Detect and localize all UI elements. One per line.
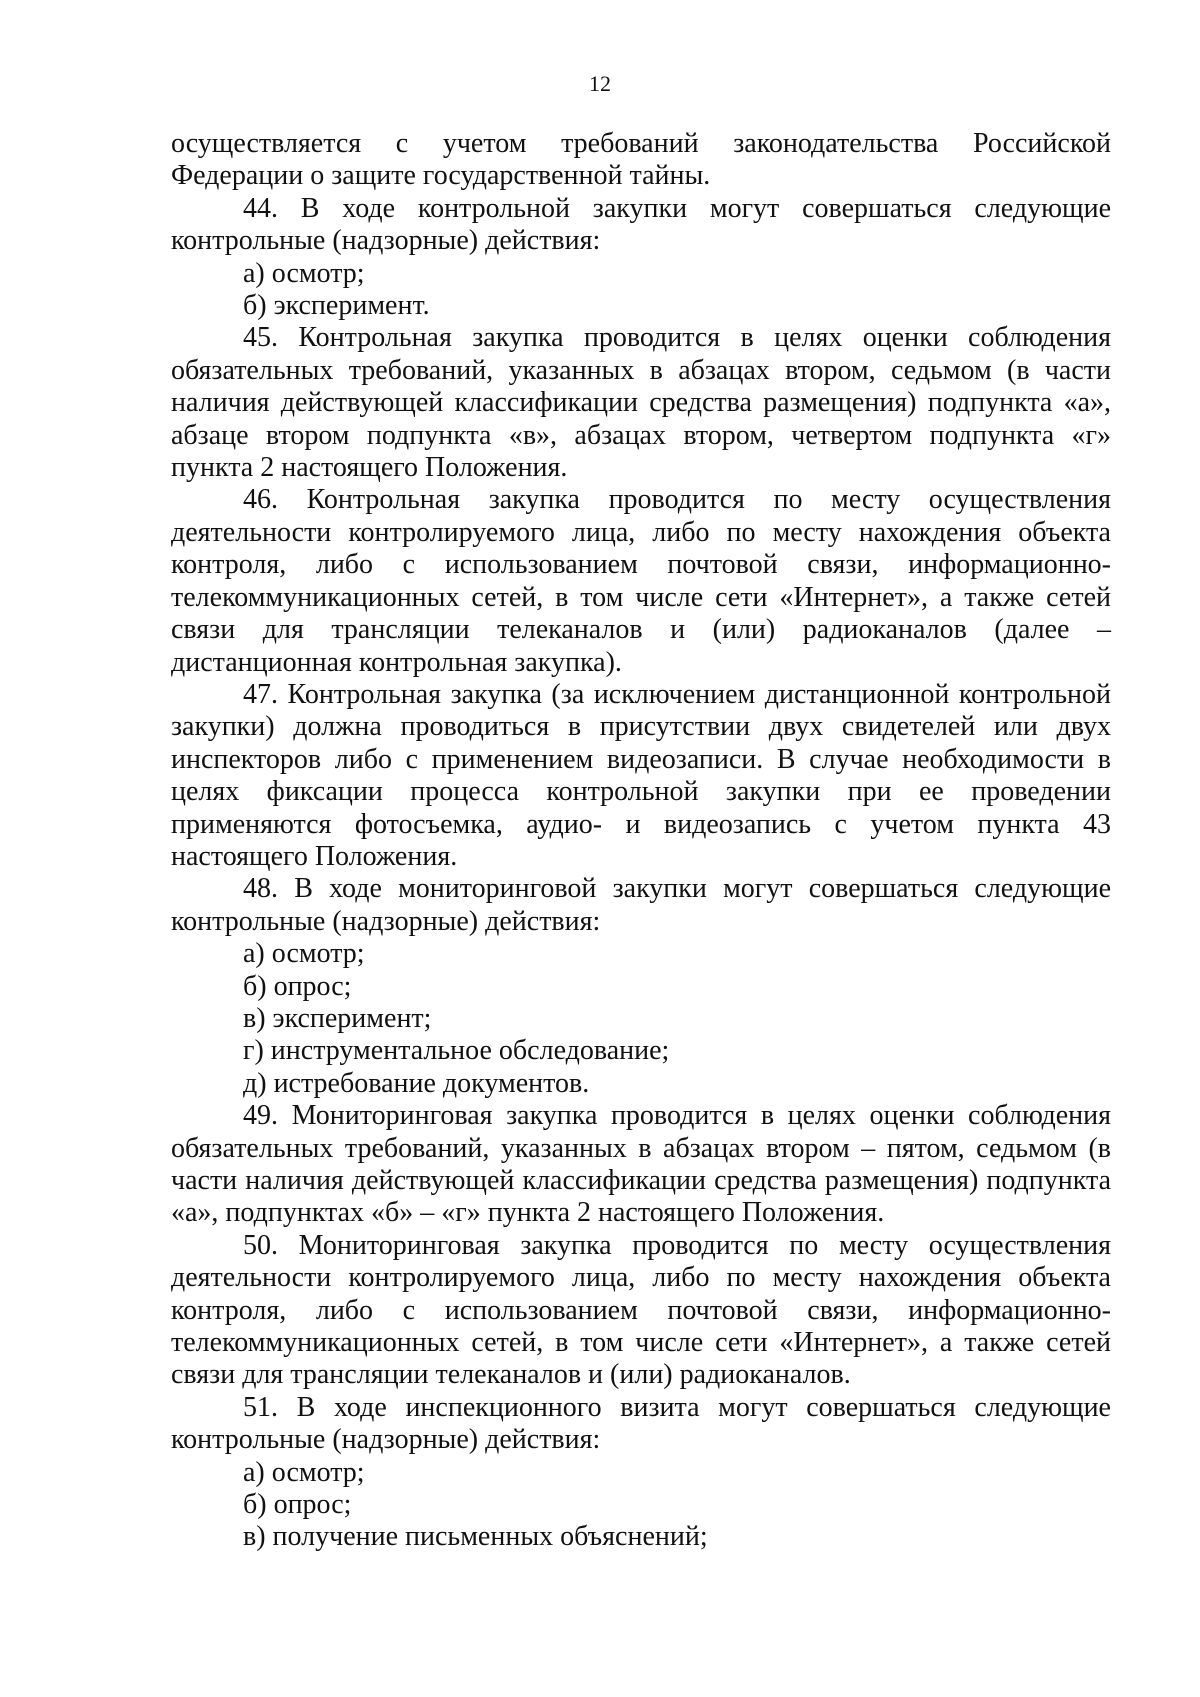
list-item: г) инструментальное обследование; — [243, 1035, 670, 1067]
paragraph-47: 47. Контрольная закупка (за исключением дистанционной контрольной закупки) должна проводиться в присутствии двух свидетелей или двух инспекторов либо с применением видеозаписи. В случае необходимости в целях фиксации процесса контрольной закупки при ее проведении применяются фотосъемка, аудио- и видеозапись с учетом пункта 43 настоящего Положения. — [171, 678, 1111, 872]
paragraph-45: 45. Контрольная закупка проводится в целях оценки соблюдения обязательных требований, указанных в абзацах втором, седьмом (в части наличия действующей классификации средства размещения) подпункта «а», абзаце втором подпункта «в», абзацах втором, четвертом подпункта «г» пункта 2 настоящего Положения. — [171, 322, 1111, 484]
paragraph-49: 49. Мониторинговая закупка проводится в целях оценки соблюдения обязательных требований, указанных в абзацах втором – пятом, седьмом (в части наличия действующей классификации средства размещения) подпункта «а», подпунктах «б» – «г» пункта 2 настоящего Положения. — [171, 1100, 1111, 1229]
paragraph-51: 51. В ходе инспекционного визита могут совершаться следующие контрольные (надзорные) действия: — [171, 1391, 1111, 1456]
list-item: д) истребование документов. — [243, 1067, 590, 1099]
list-item: а) осмотр; — [243, 938, 365, 970]
list-item: б) опрос; — [243, 970, 352, 1002]
paragraph-continuation: осуществляется с учетом требований законодательства Российской Федерации о защите государственной тайны. — [171, 128, 1111, 192]
list-item: а) осмотр; — [243, 1456, 365, 1488]
paragraph-44: 44. В ходе контрольной закупки могут совершаться следующие контрольные (надзорные) действия: — [171, 192, 1111, 257]
paragraph-46: 46. Контрольная закупка проводится по месту осуществления деятельности контролируемого лица, либо по месту нахождения объекта контроля, либо с использованием почтовой связи, информационно-телекоммуникационных сетей, в том числе сети «Интернет», а также сетей связи для трансляции телеканалов и (или) радиоканалов (далее – дистанционная контрольная закупка). — [171, 484, 1111, 678]
page-number: 12 — [589, 71, 611, 96]
list-item: б) опрос; — [243, 1489, 352, 1521]
list-item: в) получение письменных объяснений; — [243, 1521, 708, 1553]
document-body — [171, 128, 1111, 1554]
paragraph-48: 48. В ходе мониторинговой закупки могут совершаться следующие контрольные (надзорные) действия: — [171, 873, 1111, 937]
paragraph-50: 50. Мониторинговая закупка проводится по месту осуществления деятельности контролируемого лица, либо по месту нахождения объекта контроля, либо с использованием почтовой связи, информационно-телекоммуникационных сетей, в том числе сети «Интернет», а также сетей связи для трансляции телеканалов и (или) радиоканалов. — [171, 1229, 1111, 1391]
list-item: б) эксперимент. — [243, 290, 430, 322]
list-item: а) осмотр; — [243, 257, 365, 289]
list-item: в) эксперимент; — [243, 1002, 432, 1034]
